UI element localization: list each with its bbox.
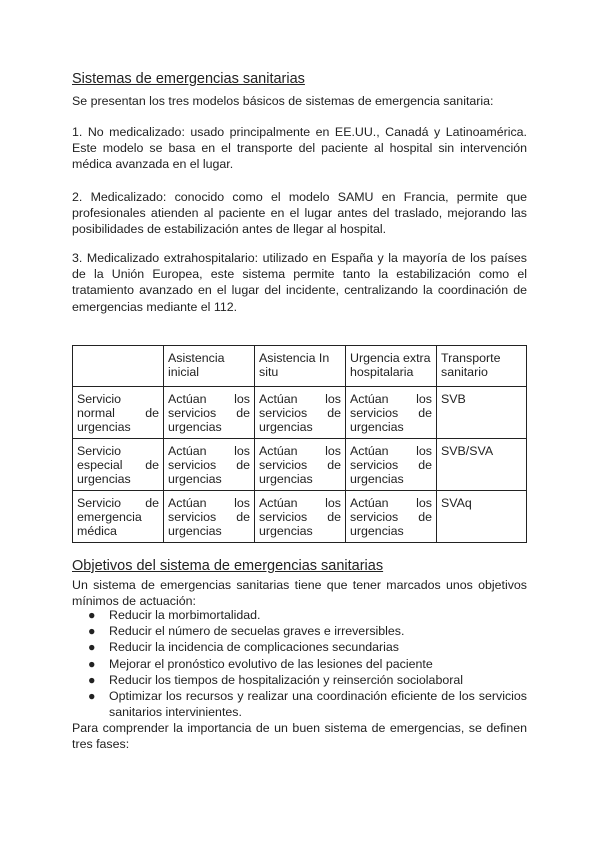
bullet-icon: ●	[88, 640, 96, 655]
bullet-icon: ●	[88, 672, 96, 687]
table-cell: Actúan los servicios de urgencias	[164, 387, 255, 439]
table-cell: Servicio especial de urgencias	[73, 439, 164, 491]
list-item: ● Reducir la morbimortalidad.	[88, 608, 261, 622]
section-title-sistemas: Sistemas de emergencias sanitarias	[72, 71, 305, 87]
table-header-cell: Asistencia inicial	[164, 346, 255, 387]
list-item: ● Reducir la incidencia de complicaciones secundarias	[88, 640, 399, 655]
table-cell: Actúan los servicios de urgencias	[255, 387, 346, 439]
table-cell: Servicio de emergencia médica	[73, 491, 164, 543]
table-cell: Actúan los servicios de urgencias	[346, 439, 437, 491]
model-paragraph-3: 3. Medicalizado extrahospitalario: utilizado en España y la mayoría de los países de la Unión Europea, este sistema permite tanto la estabilización como el tratamiento avanzado en el lugar del incidente, centralizando la coordinación de emergencias mediante el 112.	[72, 251, 527, 314]
table-cell: Servicio normal de urgencias	[73, 387, 164, 439]
model-paragraph-1: 1. No medicalizado: usado principalmente en EE.UU., Canadá y Latinoamérica. Este modelo se basa en el transporte del paciente al hospital sin intervención médica avanzada en el lugar.	[72, 125, 527, 172]
list-item: ● Reducir los tiempos de hospitalización y reinserción sociolaboral	[88, 672, 463, 687]
model-paragraph-2: 2. Medicalizado: conocido como el modelo SAMU en Francia, permite que profesionales atienden al paciente en el lugar antes del traslado, mejorando las posibilidades de estabilización antes de llegar al hospital.	[72, 190, 527, 237]
table-cell: SVB	[437, 387, 527, 439]
table-cell: SVB/SVA	[437, 439, 527, 491]
closing-paragraph: Para comprender la importancia de un buen sistema de emergencias, se definen tres fases:	[72, 721, 527, 752]
bullet-icon: ●	[88, 608, 96, 622]
table-header-cell: Urgencia extra hospitalaria	[346, 346, 437, 387]
list-item: ● Reducir el número de secuelas graves e irreversibles.	[88, 624, 405, 639]
table-cell: Actúan los servicios de urgencias	[255, 439, 346, 491]
table-cell: Actúan los servicios de urgencias	[346, 387, 437, 439]
emergency-services-table	[72, 345, 527, 543]
objectives-intro: Un sistema de emergencias sanitarias tiene que tener marcados unos objetivos mínimos de actuación:	[72, 578, 527, 609]
list-item: ● Mejorar el pronóstico evolutivo de las lesiones del paciente	[88, 656, 433, 671]
table-header-cell: Transporte sanitario	[437, 346, 527, 387]
bullet-icon: ●	[88, 624, 96, 639]
bullet-icon: ●	[88, 689, 96, 704]
table-row	[73, 387, 527, 439]
table-cell: Actúan los servicios de urgencias	[346, 491, 437, 543]
table-row	[73, 491, 527, 543]
list-item: ● Optimizar los recursos y realizar una coordinación eficiente de los servicios sanitarios intervinientes.	[88, 689, 527, 720]
section-title-objetivos: Objetivos del sistema de emergencias sanitarias	[72, 558, 384, 574]
section-intro: Se presentan los tres modelos básicos de sistemas de emergencia sanitaria:	[72, 94, 494, 108]
table-header-cell: Asistencia In situ	[255, 346, 346, 387]
table-header-cell	[73, 346, 164, 387]
table-cell: Actúan los servicios de urgencias	[164, 491, 255, 543]
table-cell: Actúan los servicios de urgencias	[164, 439, 255, 491]
bullet-icon: ●	[88, 656, 96, 671]
table-cell: Actúan los servicios de urgencias	[255, 491, 346, 543]
table-row	[73, 439, 527, 491]
table-cell: SVAq	[437, 491, 527, 543]
table-header-row	[73, 346, 527, 387]
objectives-list	[72, 607, 527, 720]
